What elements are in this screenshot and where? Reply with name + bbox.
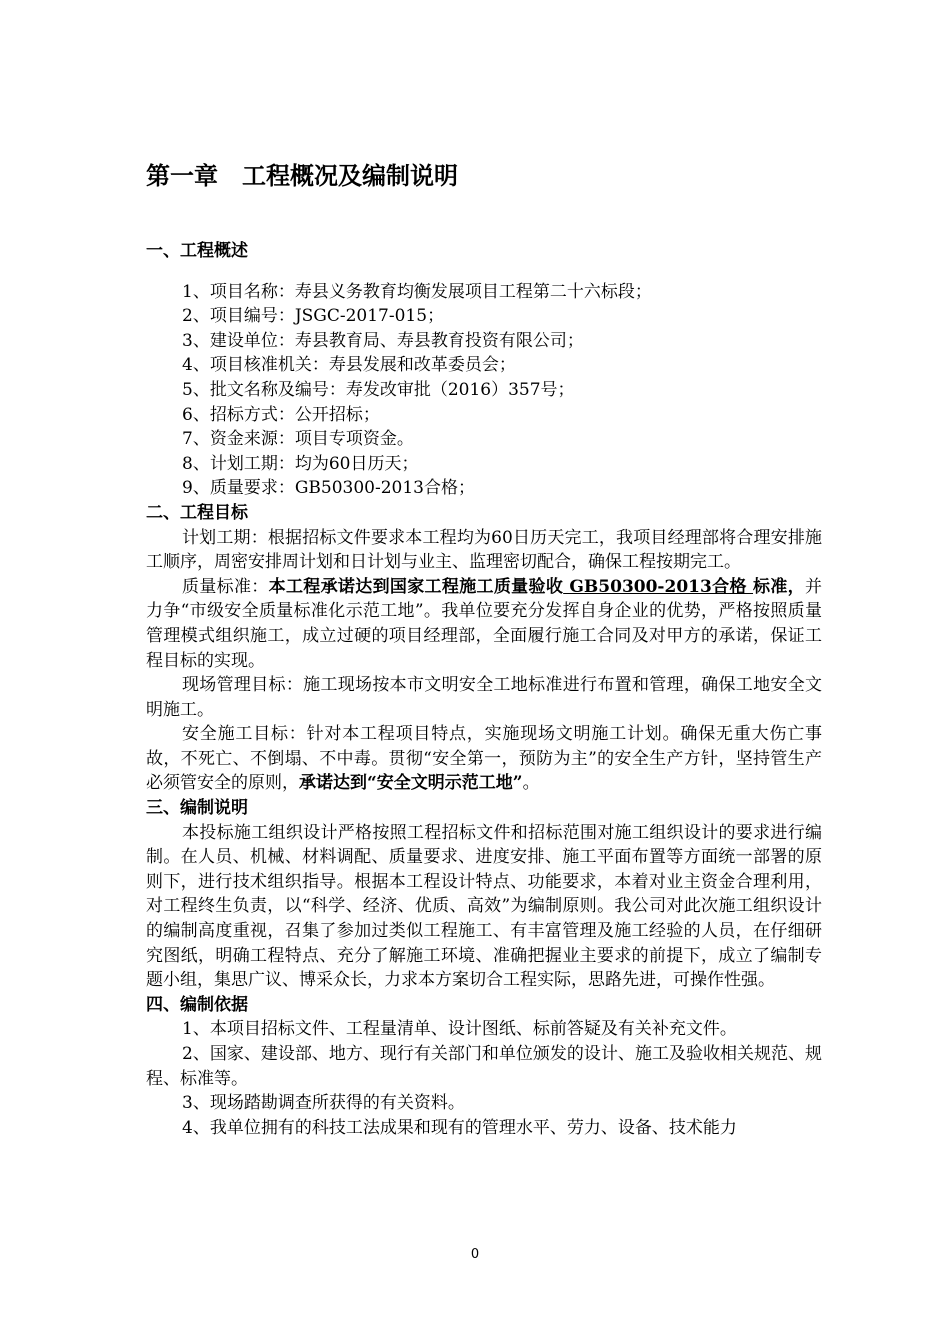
quality-commitment: 本工程承诺达到国家工程施工质量验收 bbox=[268, 576, 564, 597]
quality-label: 质量标准： bbox=[182, 576, 269, 597]
overview-item: 2、项目编号：JSGC-2017-015； bbox=[182, 306, 445, 327]
overview-item: 6、招标方式：公开招标； bbox=[182, 404, 380, 425]
overview-item: 1、项目名称：寿县义务教育均衡发展项目工程第二十六标段； bbox=[182, 281, 652, 302]
page-number: 0 bbox=[470, 1247, 480, 1262]
basis-item: 2、国家、建设部、地方、现行有关部门和单位颁发的设计、施工及验收相关规范、规程、标准等。 bbox=[146, 1044, 822, 1089]
safety-text: 安全施工目标：针对本工程项目特点，实施现场文明施工计划。确保无重大伤亡事故，不死亡、不倒塌、不中毒。贯彻“安全第一，预防为主”的安全生产方针，坚持管生产必须管安全的原则， bbox=[146, 724, 822, 794]
section-heading-basis: 四、编制依据 bbox=[146, 994, 248, 1015]
basis-item: 1、本项目招标文件、工程量清单、设计图纸、标前答疑及有关补充文件。 bbox=[182, 1019, 737, 1040]
overview-item: 7、资金来源：项目专项资金。 bbox=[182, 429, 414, 450]
site-management-paragraph: 现场管理目标：施工现场按本市文明安全工地标准进行布置和管理，确保工地安全文明施工。 bbox=[146, 675, 822, 720]
quality-goal-paragraph bbox=[146, 575, 822, 673]
section-heading-overview: 一、工程概述 bbox=[146, 241, 248, 261]
quality-detail: 并力争“市级安全质量标准化示范工地”。我单位要充分发挥自身企业的优势，严格按照质量管理模式组织施工，成立过硬的项目经理部，全面履行施工合同及对甲方的承诺，保证工程目标的实现。 bbox=[146, 576, 823, 671]
chapter-title: 第一章 工程概况及编制说明 bbox=[146, 162, 458, 190]
section-heading-description: 三、编制说明 bbox=[146, 798, 248, 819]
quality-commitment-end: 标准， bbox=[753, 576, 806, 597]
overview-item: 8、计划工期：均为60日历天； bbox=[182, 453, 419, 474]
overview-item: 4、项目核准机关：寿县发展和改革委员会； bbox=[182, 355, 516, 376]
document-body bbox=[146, 239, 822, 1140]
overview-item: 3、建设单位：寿县教育局、寿县教育投资有限公司； bbox=[182, 330, 584, 351]
section-heading-goals: 二、工程目标 bbox=[146, 502, 248, 523]
overview-item: 9、质量要求：GB50300-2013合格； bbox=[182, 478, 475, 499]
description-paragraph: 本投标施工组织设计严格按照工程招标文件和招标范围对施工组织设计的要求进行编制。在人员、机械、材料调配、质量要求、进度安排、施工平面布置等方面统一部署的原则下，进行技术组织指导。根据本工程设计特点、功能要求，本着对业主资金合理利用，对工程终生负责，以“科学、经济、优质、高效”为编制原则。我公司对此次施工组织设计的编制高度重视，召集了参加过类似工程施工、有丰富管理及施工经验的人员，在仔细研究图纸，明确工程特点、充分了解施工环境、准确把握业主要求的前提下，成立了编制专题小组，集思广议、博采众长，力求本方案切合工程实际，思路先进，可操作性强。 bbox=[146, 822, 822, 991]
basis-item: 3、现场踏勘调查所获得的有关资料。 bbox=[182, 1093, 465, 1114]
schedule-goal-paragraph: 计划工期：根据招标文件要求本工程均为60日历天完工，我项目经理部将合理安排施工顺序，周密安排周计划和日计划与业主、监理密切配合，确保工程按期完工。 bbox=[146, 527, 822, 573]
overview-item: 5、批文名称及编号：寿发改审批（2016）357号； bbox=[182, 379, 575, 400]
safety-goal-paragraph bbox=[146, 722, 822, 796]
basis-item: 4、我单位拥有的科技工法成果和现有的管理水平、劳力、设备、技术能力 bbox=[182, 1117, 737, 1138]
quality-standard-code: GB50300-2013合格 bbox=[563, 576, 754, 597]
safety-commitment: 承诺达到“安全文明示范工地” bbox=[299, 773, 523, 794]
safety-end: 。 bbox=[522, 773, 540, 794]
